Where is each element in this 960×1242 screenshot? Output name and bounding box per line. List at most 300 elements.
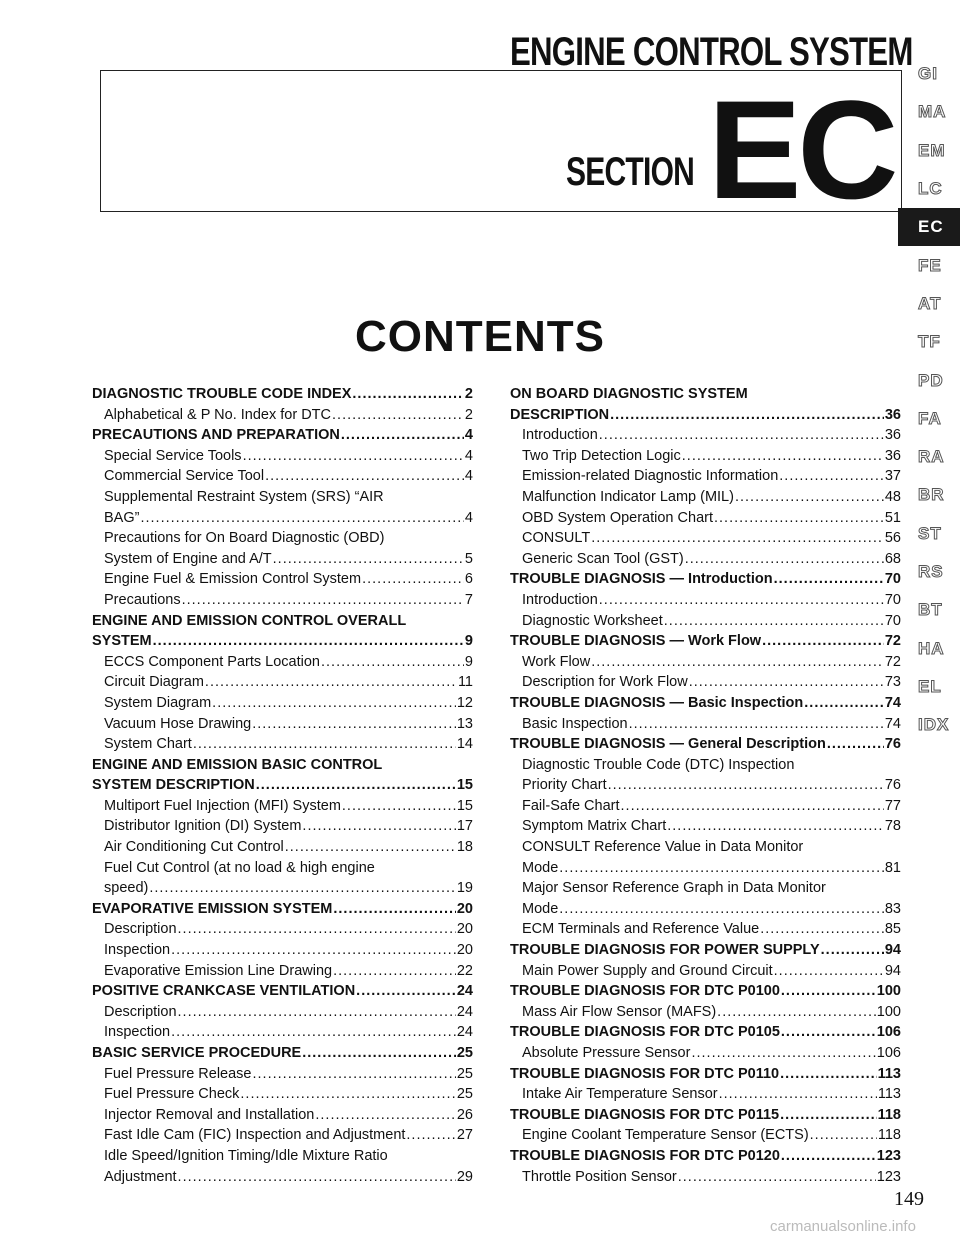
dot-leader <box>302 1043 456 1064</box>
toc-entry-title: Basic Inspection <box>522 715 628 732</box>
section-tab-bt[interactable]: BT <box>918 600 943 620</box>
dot-leader <box>362 569 464 590</box>
toc-entry-page: 94 <box>884 962 901 979</box>
toc-entry-page: 48 <box>884 488 901 505</box>
toc-entry-title: Special Service Tools <box>104 447 242 464</box>
toc-entry-page: 85 <box>884 921 901 938</box>
dot-leader <box>621 796 884 817</box>
toc-entry-page: 2 <box>464 406 473 423</box>
toc-entry-page: 19 <box>456 880 473 897</box>
toc-entry-page: 100 <box>876 1003 901 1020</box>
toc-entry-title: Priority Chart <box>522 777 607 794</box>
toc-entry[interactable] <box>510 755 901 776</box>
dot-leader <box>682 446 884 467</box>
toc-entry-title: ENGINE AND EMISSION CONTROL OVERALL <box>92 612 407 629</box>
toc-entry-title: Commercial Service Tool <box>104 468 265 485</box>
dot-leader <box>691 1043 875 1064</box>
section-tab-ec[interactable]: EC <box>898 208 960 246</box>
toc-entry-title: Mode <box>522 900 559 917</box>
dot-leader <box>821 940 884 961</box>
dot-leader <box>332 405 464 426</box>
toc-entry-page: 25 <box>456 1045 473 1061</box>
toc-entry[interactable] <box>510 714 901 735</box>
toc-entry[interactable] <box>92 919 473 940</box>
toc-entry-page: 25 <box>456 1065 473 1082</box>
toc-entry-page: 83 <box>884 900 901 917</box>
dot-leader <box>406 1125 455 1146</box>
dot-leader <box>178 1002 456 1023</box>
toc-entry-page: 81 <box>884 859 901 876</box>
toc-entry[interactable] <box>510 631 901 652</box>
toc-entry-page: 24 <box>456 1003 473 1020</box>
toc-entry[interactable] <box>92 1022 473 1043</box>
toc-entry[interactable] <box>92 775 473 796</box>
toc-entry-title: SYSTEM <box>92 633 152 650</box>
toc-entry-title: Throttle Position Sensor <box>522 1168 677 1185</box>
dot-leader <box>685 549 884 570</box>
toc-entry[interactable] <box>92 672 473 693</box>
toc-entry-page: 15 <box>456 777 473 794</box>
toc-entry-title: Intake Air Temperature Sensor <box>522 1086 718 1103</box>
toc-entry-title: Adjustment <box>104 1168 177 1185</box>
toc-entry[interactable] <box>92 446 473 467</box>
toc-entry-page: 76 <box>884 777 901 794</box>
toc-entry-page: 26 <box>456 1106 473 1123</box>
toc-entry[interactable] <box>510 425 901 446</box>
toc-entry[interactable] <box>92 1043 473 1064</box>
toc-entry-page: 24 <box>456 1024 473 1041</box>
toc-entry[interactable] <box>92 405 473 426</box>
toc-entry[interactable] <box>92 796 473 817</box>
toc-entry-title: Inspection <box>104 1024 171 1041</box>
dot-leader <box>240 1084 455 1105</box>
toc-entry[interactable] <box>510 611 901 632</box>
toc-entry[interactable] <box>92 981 473 1002</box>
dot-leader <box>714 508 884 529</box>
section-tab-tf[interactable]: TF <box>918 332 941 352</box>
toc-entry-page: 94 <box>884 942 901 959</box>
dot-leader <box>608 775 884 796</box>
toc-entry[interactable] <box>92 425 473 446</box>
dot-leader <box>256 775 456 796</box>
toc-entry-page: 22 <box>456 962 473 979</box>
toc-entry-title: Description for Work Flow <box>522 674 688 691</box>
toc-entry-title: TROUBLE DIAGNOSIS — Basic Inspection <box>510 694 804 711</box>
toc-right-column <box>510 384 901 1187</box>
toc-entry-page: 24 <box>456 983 473 1000</box>
toc-entry-title: TROUBLE DIAGNOSIS — Introduction <box>510 571 773 588</box>
toc-entry[interactable] <box>510 919 901 940</box>
dot-leader <box>341 425 464 446</box>
dot-leader <box>667 816 884 837</box>
dot-leader <box>559 899 884 920</box>
watermark: carmanualsonline.info <box>770 1218 916 1235</box>
system-title: ENGINE CONTROL SYSTEM <box>510 30 913 74</box>
toc-entry-title: TROUBLE DIAGNOSIS FOR DTC P0110 <box>510 1065 780 1082</box>
dot-leader <box>178 919 456 940</box>
toc-entry[interactable] <box>510 569 901 590</box>
toc-entry-title: Fast Idle Cam (FIC) Inspection and Adjustment <box>104 1127 406 1144</box>
toc-entry-title: Vacuum Hose Drawing <box>104 715 252 732</box>
toc-entry-title: Idle Speed/Ignition Timing/Idle Mixture Ratio <box>104 1147 388 1164</box>
toc-entry-page: 68 <box>884 550 901 567</box>
dot-leader <box>774 961 884 982</box>
toc-entry[interactable] <box>510 528 901 549</box>
section-tab-ra[interactable]: RA <box>918 447 945 467</box>
toc-entry-title: Engine Coolant Temperature Sensor (ECTS) <box>522 1127 809 1144</box>
dot-leader <box>780 1105 876 1126</box>
toc-entry-page: 5 <box>464 550 473 567</box>
toc-entry[interactable] <box>510 940 901 961</box>
toc-entry-page: 74 <box>884 715 901 732</box>
toc-entry-title: OBD System Operation Chart <box>522 509 713 526</box>
toc-entry-title: DESCRIPTION <box>510 406 610 423</box>
toc-entry[interactable] <box>92 1146 473 1167</box>
dot-leader <box>212 693 456 714</box>
toc-entry-title: speed) <box>104 880 149 897</box>
toc-entry-page: 27 <box>456 1127 473 1144</box>
toc-entry[interactable] <box>510 466 901 487</box>
toc-entry-title: Symptom Matrix Chart <box>522 818 667 835</box>
dot-leader <box>149 878 456 899</box>
toc-entry-title: SYSTEM DESCRIPTION <box>92 777 255 794</box>
dot-leader <box>591 652 884 673</box>
toc-entry[interactable] <box>92 1064 473 1085</box>
toc-entry-title: Multiport Fuel Injection (MFI) System <box>104 797 341 814</box>
toc-entry-page: 29 <box>456 1168 473 1185</box>
toc-entry-page: 123 <box>876 1147 901 1164</box>
toc-entry-title: System Diagram <box>104 694 212 711</box>
toc-entry-title: EVAPORATIVE EMISSION SYSTEM <box>92 900 333 917</box>
toc-entry-page: 70 <box>884 571 901 588</box>
toc-entry[interactable] <box>510 796 901 817</box>
dot-leader <box>315 1105 455 1126</box>
dot-leader <box>356 981 456 1002</box>
toc-entry[interactable] <box>510 981 901 1002</box>
toc-entry[interactable] <box>510 734 901 755</box>
dot-leader <box>719 1084 877 1105</box>
toc-entry-page: 123 <box>876 1168 901 1185</box>
dot-leader <box>140 508 463 529</box>
section-tab-ha[interactable]: HA <box>918 638 945 658</box>
dot-leader <box>285 837 456 858</box>
dot-leader <box>321 652 464 673</box>
toc-entry-page: 20 <box>456 942 473 959</box>
section-tab-at[interactable]: AT <box>918 293 942 313</box>
toc-entry-title: Work Flow <box>522 653 591 670</box>
toc-entry-page: 106 <box>876 1045 901 1061</box>
dot-leader <box>781 981 876 1002</box>
toc-entry-page: 70 <box>884 612 901 629</box>
toc-entry-page: 73 <box>884 674 901 691</box>
toc-entry-page: 4 <box>464 447 473 464</box>
toc-entry-title: Mode <box>522 859 559 876</box>
section-tab-pd[interactable]: PD <box>918 370 944 390</box>
toc-entry-page: 56 <box>884 530 901 547</box>
dot-leader <box>352 384 464 405</box>
toc-entry-title: Air Conditioning Cut Control <box>104 839 284 856</box>
toc-entry[interactable] <box>510 1002 901 1023</box>
toc-entry-title: Mass Air Flow Sensor (MAFS) <box>522 1003 717 1020</box>
section-label: SECTION <box>566 150 695 194</box>
dot-leader <box>774 569 884 590</box>
toc-entry-title: Precautions <box>104 591 181 608</box>
dot-leader <box>205 672 457 693</box>
toc-entry-title: Circuit Diagram <box>104 674 204 691</box>
toc-entry-page: 25 <box>456 1086 473 1103</box>
dot-leader <box>717 1002 876 1023</box>
toc-left-column <box>92 384 473 1187</box>
toc-entry[interactable] <box>510 837 901 858</box>
toc-entry-page: 118 <box>877 1106 901 1123</box>
toc-entry[interactable] <box>510 446 901 467</box>
section-tab-lc[interactable]: LC <box>918 179 943 199</box>
dot-leader <box>781 1146 876 1167</box>
toc-entry[interactable] <box>510 961 901 982</box>
toc-entry[interactable] <box>92 590 473 611</box>
dot-leader <box>171 940 456 961</box>
toc-entry-page: 20 <box>456 921 473 938</box>
toc-entry-title: BASIC SERVICE PROCEDURE <box>92 1045 302 1061</box>
section-tab-em[interactable]: EM <box>918 140 946 160</box>
toc-entry-title: CONSULT Reference Value in Data Monitor <box>522 839 804 856</box>
toc-entry[interactable] <box>92 652 473 673</box>
toc-entry-title: Absolute Pressure Sensor <box>522 1045 691 1061</box>
toc-entry-page: 113 <box>877 1086 901 1103</box>
toc-entry[interactable] <box>510 549 901 570</box>
toc-entry[interactable] <box>92 899 473 920</box>
toc-entry[interactable] <box>92 549 473 570</box>
toc-entry-title: Precautions for On Board Diagnostic (OBD) <box>104 530 385 547</box>
toc-entry-page: 11 <box>457 674 473 691</box>
dot-leader <box>182 590 464 611</box>
toc-entry[interactable] <box>92 755 473 776</box>
dot-leader <box>153 631 464 652</box>
toc-entry[interactable] <box>92 878 473 899</box>
dot-leader <box>342 796 456 817</box>
toc-entry-title: System Chart <box>104 736 192 753</box>
section-tab-ma[interactable]: MA <box>918 102 947 122</box>
toc-entry[interactable] <box>92 858 473 879</box>
toc-entry[interactable] <box>92 631 473 652</box>
toc-entry[interactable] <box>92 693 473 714</box>
toc-entry-title: Introduction <box>522 591 598 608</box>
dot-leader <box>243 446 464 467</box>
toc-entry[interactable] <box>92 508 473 529</box>
toc-entry[interactable] <box>510 775 901 796</box>
toc-entry-title: TROUBLE DIAGNOSIS FOR DTC P0115 <box>510 1106 780 1123</box>
toc-entry[interactable] <box>92 1125 473 1146</box>
section-tab-gi[interactable]: GI <box>918 64 938 84</box>
dot-leader <box>689 672 884 693</box>
toc-entry-title: Fuel Cut Control (at no load & high engine <box>104 859 375 876</box>
dot-leader <box>827 734 884 755</box>
toc-entry[interactable] <box>510 1146 901 1167</box>
toc-entry-title: Fail-Safe Chart <box>522 797 620 814</box>
toc-entry-page: 36 <box>884 406 901 423</box>
dot-leader <box>253 1064 456 1085</box>
dot-leader <box>664 611 884 632</box>
toc-entry-title: POSITIVE CRANKCASE VENTILATION <box>92 983 356 1000</box>
toc-entry[interactable] <box>92 487 473 508</box>
toc-entry[interactable] <box>510 508 901 529</box>
toc-entry[interactable] <box>92 528 473 549</box>
toc-entry-page: 2 <box>464 386 473 402</box>
toc-entry-title: Supplemental Restraint System (SRS) “AIR <box>104 488 384 505</box>
toc-entry-page: 9 <box>464 653 473 670</box>
toc-entry[interactable] <box>510 1064 901 1085</box>
toc-entry[interactable] <box>510 652 901 673</box>
toc-entry-page: 20 <box>456 900 473 917</box>
toc-entry-title: Major Sensor Reference Graph in Data Monitor <box>522 880 826 897</box>
toc-entry[interactable] <box>510 1022 901 1043</box>
toc-entry[interactable] <box>510 384 901 405</box>
toc-entry-page: 74 <box>884 694 901 711</box>
toc-entry[interactable] <box>92 1167 473 1188</box>
contents-heading: CONTENTS <box>355 312 605 361</box>
toc-entry[interactable] <box>510 405 901 426</box>
toc-entry-page: 17 <box>456 818 473 835</box>
toc-entry[interactable] <box>510 1084 901 1105</box>
dot-leader <box>678 1167 876 1188</box>
toc-entry-title: ON BOARD DIAGNOSTIC SYSTEM <box>510 386 748 402</box>
toc-entry-page: 18 <box>456 839 473 856</box>
toc-entry-page: 14 <box>456 736 473 753</box>
toc-entry-title: Inspection <box>104 942 171 959</box>
dot-leader <box>810 1125 877 1146</box>
toc-entry-title: Diagnostic Trouble Code (DTC) Inspection <box>522 756 795 773</box>
toc-entry-page: 113 <box>877 1065 901 1082</box>
toc-entry-page: 13 <box>456 715 473 732</box>
toc-entry-title: TROUBLE DIAGNOSIS FOR DTC P0100 <box>510 983 780 1000</box>
dot-leader <box>629 714 884 735</box>
dot-leader <box>735 487 884 508</box>
toc-entry-page: 4 <box>464 468 473 485</box>
toc-entry-page: 15 <box>456 797 473 814</box>
toc-entry-title: System of Engine and A/T <box>104 550 272 567</box>
toc-entry-page: 51 <box>884 509 901 526</box>
toc-entry[interactable] <box>510 899 901 920</box>
toc-entry-page: 12 <box>456 694 473 711</box>
toc-entry[interactable] <box>92 940 473 961</box>
section-tab-index <box>912 55 960 744</box>
toc-entry[interactable] <box>92 1105 473 1126</box>
dot-leader <box>591 528 884 549</box>
toc-entry[interactable] <box>510 487 901 508</box>
toc-entry-title: Two Trip Detection Logic <box>522 447 681 464</box>
toc-entry[interactable] <box>510 858 901 879</box>
toc-entry-title: Injector Removal and Installation <box>104 1106 315 1123</box>
toc-entry[interactable] <box>92 961 473 982</box>
toc-entry[interactable] <box>92 734 473 755</box>
toc-entry-title: Engine Fuel & Emission Control System <box>104 571 362 588</box>
toc-entry[interactable] <box>510 1105 901 1126</box>
toc-entry-page: 36 <box>884 447 901 464</box>
toc-entry[interactable] <box>510 672 901 693</box>
section-tab-idx[interactable]: IDX <box>918 715 950 735</box>
dot-leader <box>302 816 455 837</box>
section-tab-rs[interactable]: RS <box>918 562 944 581</box>
toc-entry[interactable] <box>510 693 901 714</box>
page-number: 149 <box>894 1188 924 1210</box>
toc-entry-page: 6 <box>464 571 473 588</box>
section-code: EC <box>708 71 895 228</box>
toc-entry[interactable] <box>92 569 473 590</box>
dot-leader <box>265 466 464 487</box>
toc-entry[interactable] <box>92 611 473 632</box>
toc-entry-title: ENGINE AND EMISSION BASIC CONTROL <box>92 756 383 773</box>
toc-entry[interactable] <box>92 837 473 858</box>
toc-entry[interactable] <box>92 466 473 487</box>
toc-entry-title: TROUBLE DIAGNOSIS — General Description <box>510 736 826 753</box>
toc-entry-title: Generic Scan Tool (GST) <box>522 550 684 567</box>
toc-entry[interactable] <box>510 1043 901 1064</box>
toc-entry-page: 100 <box>876 983 901 1000</box>
dot-leader <box>599 590 884 611</box>
section-tab-fe[interactable]: FE <box>918 255 942 275</box>
toc-entry-page: 7 <box>464 591 473 608</box>
toc-entry-title: Fuel Pressure Release <box>104 1065 252 1082</box>
toc-entry[interactable] <box>510 1167 901 1188</box>
toc-entry-page: 78 <box>884 818 901 835</box>
toc-entry[interactable] <box>92 1002 473 1023</box>
toc-entry-title: PRECAUTIONS AND PREPARATION <box>92 427 340 444</box>
dot-leader <box>780 1064 876 1085</box>
toc-entry-title: TROUBLE DIAGNOSIS — Work Flow <box>510 633 762 650</box>
toc-entry[interactable] <box>510 816 901 837</box>
toc-entry-title: Evaporative Emission Line Drawing <box>104 962 333 979</box>
toc-entry[interactable] <box>92 384 473 405</box>
section-tab-st[interactable]: ST <box>918 523 942 543</box>
toc-entry-page: 4 <box>464 427 473 444</box>
section-tab-br[interactable]: BR <box>918 485 945 505</box>
dot-leader <box>273 549 464 570</box>
toc-entry[interactable] <box>92 714 473 735</box>
toc-entry[interactable] <box>510 590 901 611</box>
toc-entry-title: Emission-related Diagnostic Information <box>522 468 779 485</box>
dot-leader <box>178 1167 456 1188</box>
toc-entry-page: 72 <box>884 653 901 670</box>
toc-entry[interactable] <box>510 1125 901 1146</box>
toc-entry[interactable] <box>510 878 901 899</box>
dot-leader <box>193 734 456 755</box>
toc-entry-title: Malfunction Indicator Lamp (MIL) <box>522 488 734 505</box>
toc-entry-title: Alphabetical & P No. Index for DTC <box>104 406 332 423</box>
toc-entry-page: 72 <box>884 633 901 650</box>
toc-entry-title: DIAGNOSTIC TROUBLE CODE INDEX <box>92 386 352 402</box>
toc-entry-title: TROUBLE DIAGNOSIS FOR POWER SUPPLY <box>510 942 820 959</box>
section-tab-fa[interactable]: FA <box>918 408 942 428</box>
dot-leader <box>252 714 456 735</box>
dot-leader <box>804 693 884 714</box>
toc-entry-title: Description <box>104 1003 177 1020</box>
dot-leader <box>333 899 455 920</box>
toc-entry[interactable] <box>92 816 473 837</box>
toc-entry-page: 70 <box>884 591 901 608</box>
section-tab-el[interactable]: EL <box>918 676 942 696</box>
toc-entry-title: TROUBLE DIAGNOSIS FOR DTC P0105 <box>510 1024 780 1041</box>
toc-entry-title: Fuel Pressure Check <box>104 1086 240 1103</box>
toc-entry-page: 76 <box>884 736 901 753</box>
toc-entry-page: 37 <box>884 468 901 485</box>
dot-leader <box>762 631 884 652</box>
toc-entry-title: Distributor Ignition (DI) System <box>104 818 302 835</box>
toc-entry-page: 4 <box>464 509 473 526</box>
toc-entry-title: Description <box>104 921 177 938</box>
toc-entry-title: TROUBLE DIAGNOSIS FOR DTC P0120 <box>510 1147 780 1164</box>
toc-entry[interactable] <box>92 1084 473 1105</box>
dot-leader <box>559 858 884 879</box>
